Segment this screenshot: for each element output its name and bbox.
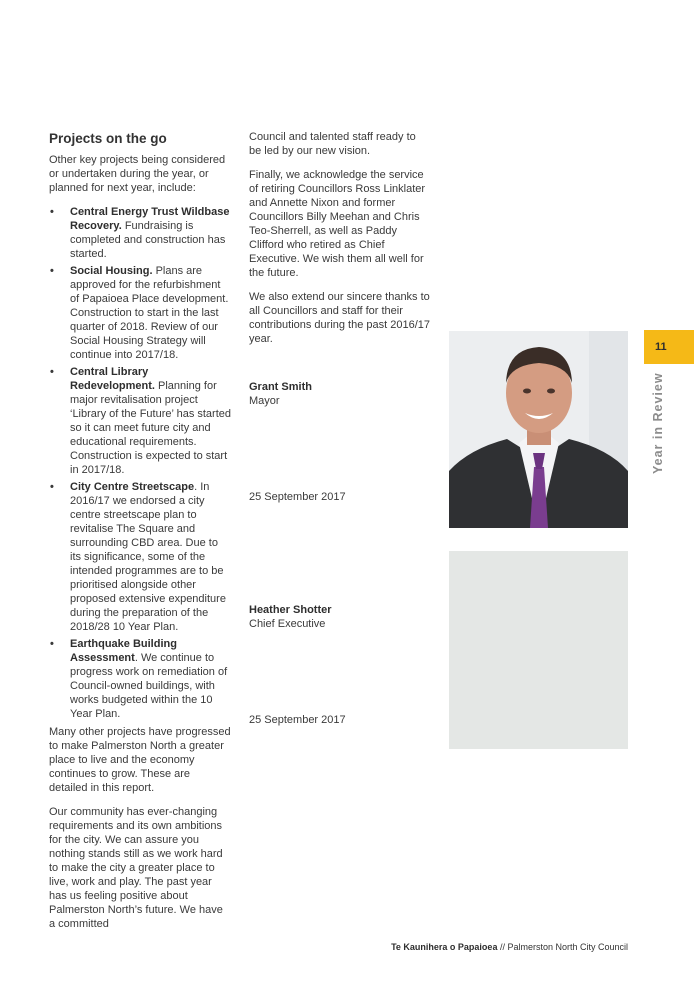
- section-heading: Projects on the go: [49, 131, 167, 146]
- footer-org-english: // Palmerston North City Council: [497, 942, 628, 952]
- body-paragraph: Finally, we acknowledge the service of retiring Councillors Ross Linklater and Annette Nixon and former Councillors Billy Meehan and Chris Teo-Sherrell, as well as Paddy Clifford who retired as Chief Executive. We wish them all well for the future.: [249, 169, 426, 279]
- project-text: . We continue to progress work on remediation of Council-owned buildings, with works budgeted within the 10 Year Plan.: [70, 652, 228, 720]
- project-title: Central Energy Trust Wildbase Recovery.: [70, 206, 230, 232]
- section-side-label: Year in Review: [651, 372, 665, 474]
- page-number: 11: [655, 341, 667, 353]
- signatory-role: Mayor: [249, 395, 280, 407]
- project-text: Planning for major revitalisation project ‘Library of the Future’ has started so it can meet future city and educational requirements. Construction is expected to start in 2017/18.: [70, 380, 232, 476]
- signatory-name: Heather Shotter: [249, 604, 332, 616]
- body-paragraph: Our community has ever-changing requirements and its own ambitions for the city. We can assure you nothing stands still as we work hard to make the city a greater place to live, work and play. The past year has us feeling positive about Palmerston North’s future. We have a committed: [49, 806, 223, 930]
- signature-date: 25 September 2017: [249, 491, 346, 503]
- project-text: Plans are approved for the refurbishment of Papaioea Place development. Construction to start in the last quarter of 2018. Review of our Social Housing Strategy will continue into 2017/18.: [70, 265, 229, 361]
- list-item: [49, 264, 231, 362]
- list-item: [49, 205, 231, 261]
- page-footer: [391, 940, 628, 954]
- body-paragraph: We also extend our sincere thanks to all Councillors and staff for their contributions during the past 2016/17 year.: [249, 291, 431, 345]
- intro-paragraph: Other key projects being considered or undertaken during the year, or planned for next year, include:: [49, 154, 226, 194]
- image-placeholder: [449, 551, 628, 749]
- footer-org-maori: Te Kaunihera o Papaioea: [391, 942, 498, 952]
- project-text: . In 2016/17 we endorsed a city centre streetscape plan to revitalise The Square and surrounding CBD area. Due to its significance, some of the intended programmes are to be prioritised alongside other proposed extensive expenditure during the preparation of the 2018/28 10 Year Plan.: [70, 481, 226, 633]
- list-item: [49, 637, 231, 721]
- project-title: City Centre Streetscape: [70, 481, 195, 493]
- project-text: Fundraising is completed and construction has started.: [70, 220, 226, 260]
- list-item: [49, 480, 231, 634]
- project-title: Social Housing.: [70, 265, 153, 277]
- list-item: [49, 365, 231, 477]
- portrait-illustration: [449, 331, 628, 528]
- signature-block-mayor: [249, 380, 431, 504]
- left-column: [49, 130, 231, 941]
- middle-column: [249, 130, 431, 727]
- project-title: Central Library Redevelopment.: [70, 366, 155, 392]
- page-tab: [644, 330, 694, 364]
- signatory-name: Grant Smith: [249, 381, 312, 393]
- body-paragraph: Council and talented staff ready to be led by our new vision.: [249, 131, 416, 157]
- body-paragraph: Many other projects have progressed to make Palmerston North a greater place to live and the economy continues to grow. These are detailed in this report.: [49, 726, 231, 794]
- signature-block-ceo: [249, 603, 431, 727]
- mayor-portrait-photo: [449, 331, 628, 528]
- signature-date: 25 September 2017: [249, 714, 346, 726]
- project-title: Earthquake Building Assessment: [70, 638, 177, 664]
- projects-list: [49, 205, 231, 721]
- signatory-role: Chief Executive: [249, 618, 326, 630]
